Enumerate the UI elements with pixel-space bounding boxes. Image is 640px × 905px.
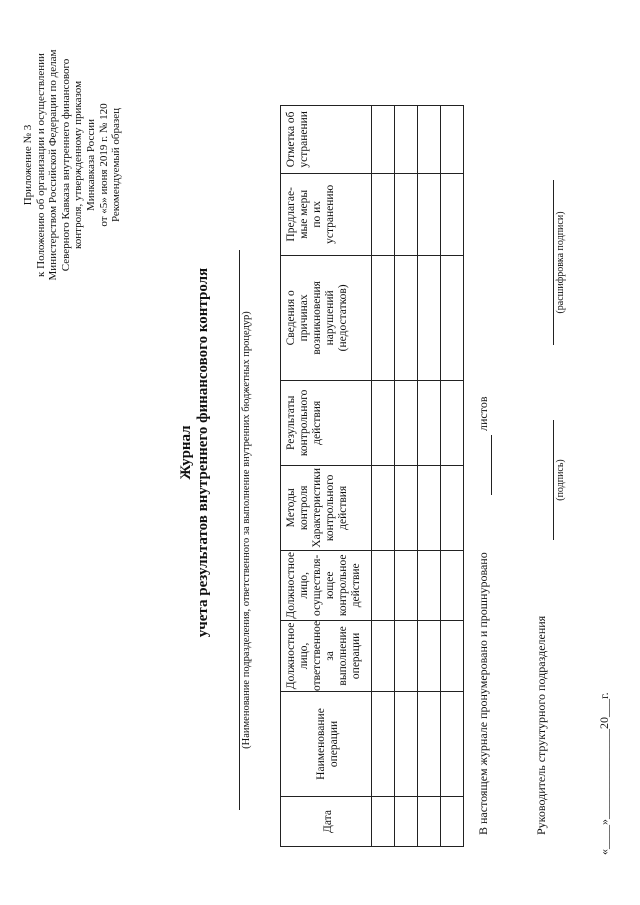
appendix-line: Минкавказа России bbox=[84, 119, 97, 212]
table-cell bbox=[395, 550, 418, 620]
column-header-line: Результаты bbox=[285, 395, 297, 450]
table-cell bbox=[395, 380, 418, 465]
column-header-line: осуществля- bbox=[311, 554, 323, 616]
head-label: Руководитель структурного подразделения bbox=[534, 615, 548, 835]
table-cell bbox=[372, 255, 395, 380]
table-row bbox=[372, 105, 395, 846]
table-cell bbox=[372, 550, 395, 620]
table-cell bbox=[372, 105, 395, 173]
unit-name-caption: (Наименование подразделения, ответственного за выполнение внутренних бюджетных процедур) bbox=[241, 311, 252, 749]
appendix-line: к Положению об организации и осуществлении bbox=[34, 53, 47, 277]
column-header bbox=[281, 692, 372, 797]
column-header-line: контроля bbox=[298, 485, 310, 531]
column-header-line: контрольного bbox=[324, 474, 336, 542]
column-header-line: контрольное bbox=[337, 554, 349, 617]
column-header-line: выполнение bbox=[337, 626, 349, 686]
table-cell bbox=[441, 692, 464, 797]
column-header-line: Характеристики bbox=[311, 467, 323, 548]
sheets-word: листов bbox=[476, 396, 490, 431]
column-header-line: устранению bbox=[324, 184, 336, 244]
column-header-line: причинах bbox=[298, 294, 310, 342]
table-cell bbox=[418, 105, 441, 173]
table-cell bbox=[418, 173, 441, 255]
column-header-line: Наименование операции bbox=[315, 708, 340, 780]
column-header bbox=[281, 255, 372, 380]
column-header bbox=[281, 173, 372, 255]
column-header-line: действия bbox=[337, 485, 349, 530]
column-header-line: Должностное bbox=[285, 622, 297, 690]
table-cell bbox=[395, 173, 418, 255]
column-header-line: действия bbox=[311, 400, 323, 445]
unit-name-line bbox=[239, 250, 240, 810]
table-cell bbox=[372, 465, 395, 550]
column-header-line: Предлагае- bbox=[285, 187, 297, 242]
table-cell bbox=[372, 173, 395, 255]
column-header-line: ответственное bbox=[311, 620, 323, 691]
table-cell bbox=[441, 797, 464, 847]
column-header-line: лицо, bbox=[298, 571, 310, 599]
table-cell bbox=[395, 255, 418, 380]
column-header-line: ющее bbox=[324, 571, 336, 600]
table-cell bbox=[395, 465, 418, 550]
column-header bbox=[281, 550, 372, 620]
table-cell bbox=[441, 465, 464, 550]
journal-table bbox=[280, 105, 464, 847]
column-header-line: (недостатков) bbox=[337, 284, 349, 352]
column-header bbox=[281, 797, 372, 847]
appendix-line: Министерством Российской Федерации по делам bbox=[47, 49, 60, 281]
table-cell bbox=[372, 797, 395, 847]
table-header-row bbox=[281, 105, 372, 846]
table-row bbox=[395, 105, 418, 846]
table-cell bbox=[395, 797, 418, 847]
column-header-line: устранении bbox=[298, 111, 310, 168]
table-body bbox=[372, 105, 464, 846]
appendix-line: от «5» июня 2019 г. № 120 bbox=[97, 103, 110, 227]
column-header-line: за bbox=[324, 651, 336, 661]
sheets-count-line bbox=[491, 435, 492, 495]
table-cell bbox=[418, 380, 441, 465]
appendix-line: Приложение № 3 bbox=[22, 124, 34, 206]
table-cell bbox=[372, 620, 395, 691]
column-header bbox=[281, 620, 372, 691]
table-cell bbox=[441, 173, 464, 255]
appendix-line: Рекомендуемый образец bbox=[110, 107, 123, 223]
signature-decode-line bbox=[553, 180, 554, 345]
appendix-line: контроля, утвержденному приказом bbox=[72, 80, 85, 250]
column-header bbox=[281, 465, 372, 550]
table-cell bbox=[418, 620, 441, 691]
appendix-line: Северного Кавказа внутреннего финансового bbox=[59, 58, 72, 272]
column-header-line: действие bbox=[350, 563, 362, 608]
table-cell bbox=[418, 465, 441, 550]
column-header-line: Отметка об bbox=[285, 111, 297, 168]
table-cell bbox=[372, 380, 395, 465]
table-cell bbox=[395, 105, 418, 173]
title-line-2: учета результатов внутреннего финансового контроля bbox=[195, 267, 211, 638]
table-cell bbox=[441, 380, 464, 465]
date-line: «____»_______________20___г. bbox=[597, 692, 611, 855]
column-header-line: контрольного bbox=[298, 389, 310, 457]
journal-title bbox=[178, 0, 212, 905]
table-cell bbox=[441, 550, 464, 620]
numbered-text: В настоящем журнале пронумеровано и прошнуровано bbox=[476, 552, 490, 835]
column-header-line: Сведения о bbox=[285, 290, 297, 346]
column-header-line: мые меры bbox=[298, 189, 310, 239]
table-row bbox=[441, 105, 464, 846]
column-header-line: Должностное bbox=[285, 552, 297, 619]
table-cell bbox=[418, 692, 441, 797]
column-header-line: Методы bbox=[285, 488, 297, 528]
column-header-line: Дата bbox=[321, 810, 334, 833]
column-header-line: нарушений bbox=[324, 290, 336, 346]
table-cell bbox=[441, 105, 464, 173]
column-header-line: возникновения bbox=[311, 281, 323, 355]
signature-line bbox=[553, 420, 554, 540]
table-cell bbox=[395, 620, 418, 691]
table-cell bbox=[395, 692, 418, 797]
title-line-1: Журнал bbox=[178, 425, 194, 480]
column-header-line: лицо, bbox=[298, 642, 310, 670]
appendix-note bbox=[22, 35, 123, 295]
table-cell bbox=[441, 620, 464, 691]
column-header bbox=[281, 105, 372, 173]
table-cell bbox=[418, 255, 441, 380]
column-header bbox=[281, 380, 372, 465]
signature-caption: (подпись) bbox=[555, 459, 566, 501]
column-header-line: операции bbox=[350, 632, 362, 680]
table-cell bbox=[441, 255, 464, 380]
column-header-line: по их bbox=[311, 200, 323, 228]
table-cell bbox=[418, 550, 441, 620]
table-row bbox=[418, 105, 441, 846]
table-cell bbox=[372, 692, 395, 797]
table-cell bbox=[418, 797, 441, 847]
signature-decode-caption: (расшифровка подписи) bbox=[555, 211, 566, 314]
